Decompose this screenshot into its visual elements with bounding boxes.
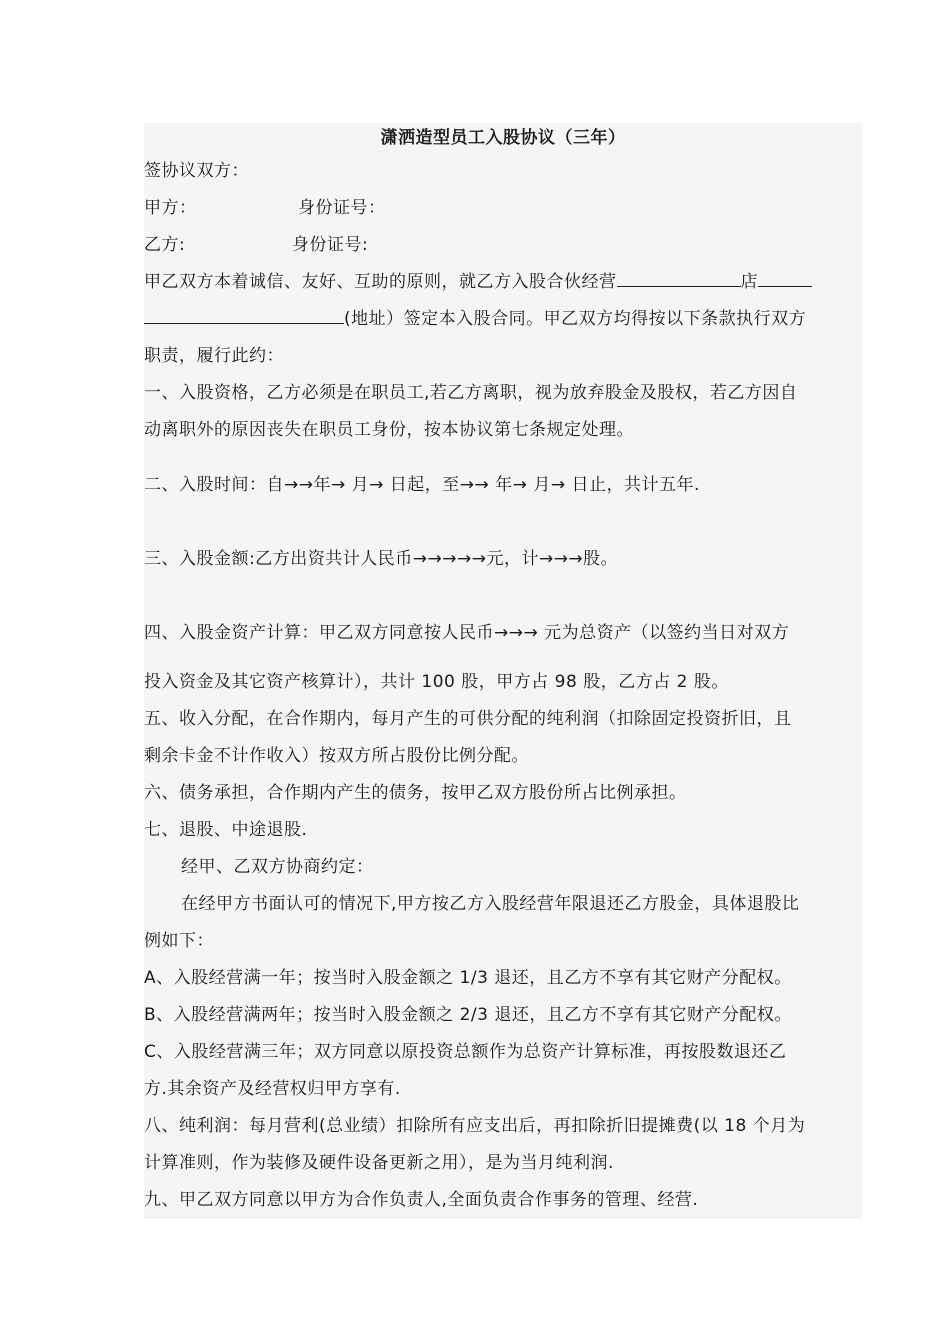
party-b-id-label: 身份证号: bbox=[292, 235, 369, 255]
party-b-line bbox=[144, 227, 862, 264]
contract-document bbox=[144, 123, 862, 1219]
party-a-id-label: 身份证号： bbox=[298, 198, 386, 218]
document-title: 潇洒造型员工入股协议（三年） bbox=[380, 128, 626, 148]
clause-6: 六、债务承担，合作期内产生的债务，按甲乙双方股份所占比例承担。 bbox=[144, 783, 687, 803]
clause-8a: 八、纯利润：每月营利(总业绩）扣除所有应支出后，再扣除折旧提摊费(以 18 个月为 bbox=[144, 1116, 806, 1136]
clause-1a: 一、入股资格，乙方必须是在职员工,若乙方离职，视为放弃股金及股权，若乙方因自 bbox=[144, 383, 798, 403]
clause-5b: 剩余卡金不计作收入）按双方所占股份比例分配。 bbox=[144, 746, 529, 766]
address-blank-start bbox=[758, 264, 812, 287]
clause-4b: 投入资金及其它资产核算计），共计 100 股，甲方占 98 股，乙方占 2 股。 bbox=[144, 672, 729, 692]
clause-7-item-a: A、入股经营满一年；按当时入股金额之 1/3 退还，且乙方不享有其它财产分配权。 bbox=[144, 968, 792, 988]
clause-9: 九、甲乙双方同意以甲方为合作负责人,全面负责合作事务的管理、经营. bbox=[144, 1190, 699, 1210]
party-a-label: 甲方： bbox=[144, 198, 197, 218]
clause-7: 七、退股、中途退股. bbox=[144, 820, 308, 840]
clause-7-item-b: B、入股经营满两年；按当时入股金额之 2/3 退还，且乙方不享有其它财产分配权。 bbox=[144, 1005, 792, 1025]
shop-suffix: 店 bbox=[740, 272, 758, 292]
clause-7-sub1: 经甲、乙双方协商约定： bbox=[181, 857, 374, 877]
clause-5a: 五、收入分配，在合作期内，每月产生的可供分配的纯利润（扣除固定投资折旧，且 bbox=[144, 709, 792, 729]
clause-7-item-c-a: C、入股经营满三年；双方同意以原投资总额作为总资产计算标准，再按股数退还乙 bbox=[144, 1042, 787, 1062]
clause-7-sub2a: 在经甲方书面认可的情况下,甲方按乙方入股经营年限退还乙方股金，具体退股比 bbox=[181, 894, 800, 914]
party-b-label: 乙方: bbox=[144, 235, 186, 255]
shop-name-blank bbox=[617, 264, 741, 287]
intro-text-1: 甲乙双方本着诚信、友好、互助的原则，就乙方入股合伙经营 bbox=[144, 272, 617, 292]
clause-2: 二、入股时间：自→→年→ 月→ 日起，至→→ 年→ 月→ 日止，共计五年. bbox=[144, 475, 700, 495]
clause-1b: 动离职外的原因丧失在职员工身份，按本协议第七条规定处理。 bbox=[144, 420, 634, 440]
intro-line-3: 职责，履行此约： bbox=[144, 346, 284, 366]
intro-text-2: (地址）签定本入股合同。甲乙双方均得按以下条款执行双方 bbox=[344, 309, 807, 329]
clause-3: 三、入股金额:乙方出资共计人民币→→→→→元，计→→→股。 bbox=[144, 549, 619, 569]
clause-7-item-c-b: 方.其余资产及经营权归甲方享有. bbox=[144, 1079, 401, 1099]
clause-7-sub2b: 例如下： bbox=[144, 931, 214, 951]
clause-8b: 计算准则，作为装修及硬件设备更新之用），是为当月纯利润. bbox=[144, 1153, 614, 1173]
clause-4a: 四、入股金资产计算：甲乙双方同意按人民币→→→ 元为总资产（以签约当日对双方 bbox=[144, 623, 790, 643]
intro-line-2 bbox=[144, 301, 862, 338]
parties-intro: 签协议双方： bbox=[144, 161, 249, 181]
address-blank bbox=[144, 301, 344, 324]
intro-line-1 bbox=[144, 264, 862, 301]
party-a-line bbox=[144, 190, 862, 227]
